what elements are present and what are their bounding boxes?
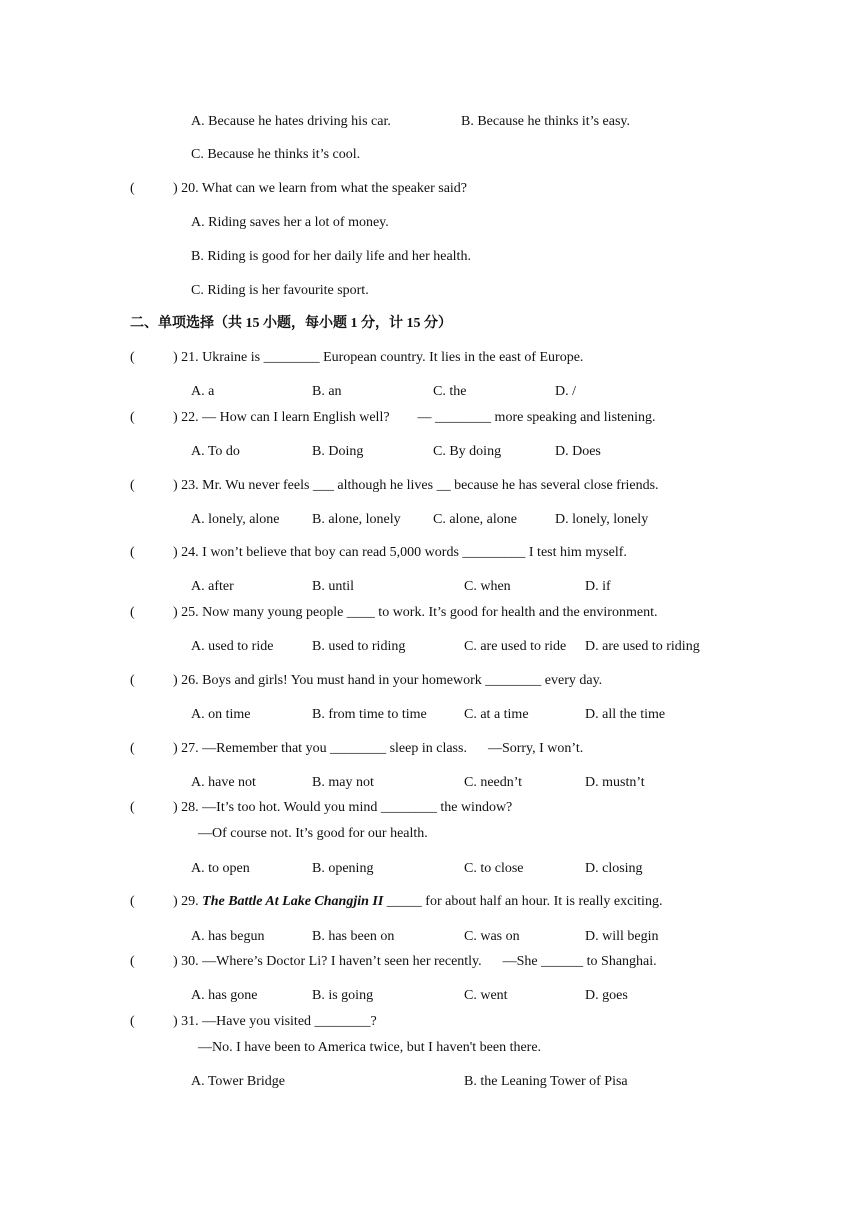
q29-option-d: D. will begin <box>585 929 659 944</box>
q30-option-b: B. is going <box>312 988 374 1003</box>
q27-option-c: C. needn’t <box>464 775 523 790</box>
q23-option-b: B. alone, lonely <box>312 512 401 527</box>
q21-option-a: A. a <box>191 384 215 399</box>
q28-option-d: D. closing <box>585 861 643 876</box>
q29-option-a: A. has begun <box>191 929 265 944</box>
question-stem: ) 22. — How can I learn English well? — ________ more speaking and listening. <box>173 410 656 425</box>
q25-option-a: A. used to ride <box>191 639 274 654</box>
q23-option-a: A. lonely, alone <box>191 512 280 527</box>
question-stem <box>173 893 662 911</box>
q24-option-d: D. if <box>585 579 611 594</box>
q27-option-a: A. have not <box>191 775 256 790</box>
q22-option-a: A. To do <box>191 444 240 459</box>
q20-option-b: B. Riding is good for her daily life and her health. <box>191 249 471 264</box>
answer-paren: ( <box>130 894 135 909</box>
stem-prefix: ) 29. <box>173 894 199 909</box>
answer-paren: ( <box>130 1014 135 1029</box>
question-stem: ) 26. Boys and girls! You must hand in your homework ________ every day. <box>173 673 603 688</box>
q22-option-c: C. By doing <box>433 444 502 459</box>
q20-option-a: A. Riding saves her a lot of money. <box>191 215 389 230</box>
q19-option-c: C. Because he thinks it’s cool. <box>191 147 361 162</box>
q24-option-a: A. after <box>191 579 234 594</box>
answer-paren: ( <box>130 800 135 815</box>
answer-paren: ( <box>130 545 135 560</box>
answer-paren: ( <box>130 181 135 196</box>
question-stem: ) 31. —Have you visited ________? <box>173 1014 377 1029</box>
q31-stem-reply: —No. I have been to America twice, but I haven't been there. <box>198 1040 542 1055</box>
q30-option-a: A. has gone <box>191 988 258 1003</box>
q29-option-c: C. was on <box>464 929 520 944</box>
question-stem: ) 28. —It’s too hot. Would you mind ________ the window? <box>173 800 513 815</box>
section-heading: 二、单项选择（共 15 小题，每小题 1 分，计 15 分） <box>130 316 452 331</box>
q25-option-b: B. used to riding <box>312 639 406 654</box>
q27-option-b: B. may not <box>312 775 374 790</box>
q31-option-b: B. the Leaning Tower of Pisa <box>464 1074 628 1089</box>
q28-option-b: B. opening <box>312 861 374 876</box>
q26-option-a: A. on time <box>191 707 251 722</box>
question-stem: ) 21. Ukraine is ________ European country. It lies in the east of Europe. <box>173 350 584 365</box>
q22-option-d: D. Does <box>555 444 601 459</box>
stem-suffix: _____ for about half an hour. It is really exciting. <box>386 894 663 909</box>
question-stem: ) 23. Mr. Wu never feels ___ although he lives __ because he has several close friends. <box>173 478 659 493</box>
q25-option-d: D. are used to riding <box>585 639 700 654</box>
q28-option-a: A. to open <box>191 861 250 876</box>
q28-option-c: C. to close <box>464 861 524 876</box>
q21-option-c: C. the <box>433 384 467 399</box>
q19-option-b: B. Because he thinks it’s easy. <box>461 114 631 129</box>
q30-option-d: D. goes <box>585 988 628 1003</box>
movie-title: The Battle At Lake Changjin II <box>202 894 384 909</box>
answer-paren: ( <box>130 673 135 688</box>
answer-paren: ( <box>130 410 135 425</box>
q19-option-a: A. Because he hates driving his car. <box>191 114 391 129</box>
question-stem: ) 20. What can we learn from what the speaker said? <box>173 181 468 196</box>
q31-option-a: A. Tower Bridge <box>191 1074 286 1089</box>
q28-stem-reply: —Of course not. It’s good for our health. <box>198 826 428 841</box>
question-stem: ) 27. —Remember that you ________ sleep in class. —Sorry, I won’t. <box>173 741 584 756</box>
answer-paren: ( <box>130 741 135 756</box>
q21-option-d: D. / <box>555 384 576 399</box>
q20-option-c: C. Riding is her favourite sport. <box>191 283 369 298</box>
question-stem: ) 30. —Where’s Doctor Li? I haven’t seen her recently. —She ______ to Shanghai. <box>173 954 657 969</box>
q23-option-c: C. alone, alone <box>433 512 517 527</box>
q25-option-c: C. are used to ride <box>464 639 567 654</box>
q26-option-b: B. from time to time <box>312 707 427 722</box>
q26-option-d: D. all the time <box>585 707 666 722</box>
question-stem: ) 25. Now many young people ____ to work. It’s good for health and the environment. <box>173 605 658 620</box>
answer-paren: ( <box>130 954 135 969</box>
q23-option-d: D. lonely, lonely <box>555 512 649 527</box>
q21-option-b: B. an <box>312 384 342 399</box>
question-stem: ) 24. I won’t believe that boy can read 5,000 words _________ I test him myself. <box>173 545 627 560</box>
q29-option-b: B. has been on <box>312 929 395 944</box>
answer-paren: ( <box>130 605 135 620</box>
answer-paren: ( <box>130 350 135 365</box>
q27-option-d: D. mustn’t <box>585 775 645 790</box>
q22-option-b: B. Doing <box>312 444 364 459</box>
answer-paren: ( <box>130 478 135 493</box>
q26-option-c: C. at a time <box>464 707 529 722</box>
q24-option-c: C. when <box>464 579 511 594</box>
q30-option-c: C. went <box>464 988 508 1003</box>
q24-option-b: B. until <box>312 579 355 594</box>
